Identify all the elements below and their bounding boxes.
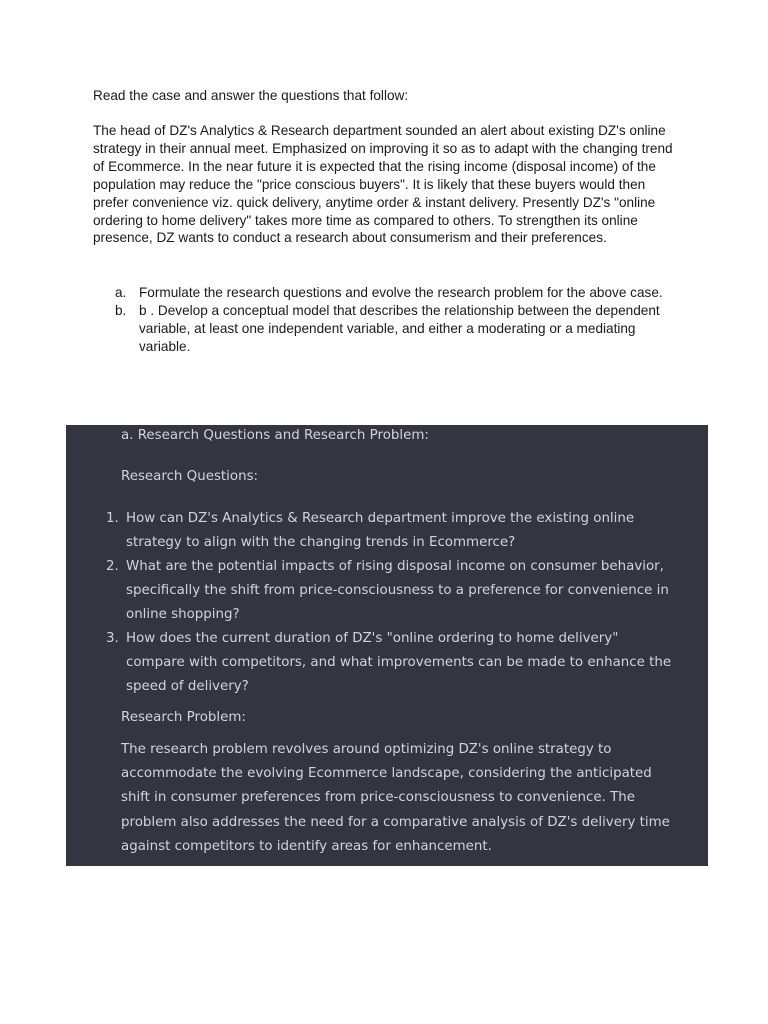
answer-panel <box>66 425 708 866</box>
research-questions-label: Research Questions: <box>121 469 259 484</box>
research-question-number: 2. <box>106 559 119 574</box>
question-item <box>115 302 680 356</box>
research-question-number: 1. <box>106 511 119 526</box>
research-problem-label: Research Problem: <box>121 710 246 725</box>
question-marker: b. <box>115 302 127 318</box>
research-question-item <box>106 627 681 699</box>
research-questions-list <box>106 507 681 699</box>
answer-heading: a. Research Questions and Research Problem: <box>121 428 429 443</box>
research-problem-text: The research problem revolves around optimizing DZ's online strategy to accommodate the evolving Ecommerce landscape, considering the anticipated shift in consumer preferences from price-consciousness to convenience. The problem also addresses the need for a comparative analysis of DZ's delivery time against competitors to identify areas for enhancement. <box>121 742 670 854</box>
question-marker: a. <box>115 285 127 300</box>
instruction-text: Read the case and answer the questions that follow: <box>93 88 409 103</box>
question-text: Formulate the research questions and evolve the research problem for the above case. <box>139 285 663 300</box>
question-item <box>115 284 680 302</box>
research-question-number: 3. <box>106 631 119 646</box>
case-paragraph: The head of DZ's Analytics & Research department sounded an alert about existing DZ's online strategy in their annual meet. Emphasized on improving it so as to adapt with the changing trend of Ecommerce. In the near future it is expected that the rising income (disposal income) of the population may reduce the "price conscious buyers". It is likely that these buyers would then prefer convenience viz. quick delivery, anytime order & instant delivery. Presently DZ's "online ordering to home delivery" takes more time as compared to others. To strengthen its online presence, DZ wants to conduct a research about consumerism and their preferences. <box>93 123 673 246</box>
research-question-item <box>106 507 681 555</box>
research-question-text: How can DZ's Analytics & Research department improve the existing online strategy to align with the changing trends in Ecommerce? <box>126 511 635 550</box>
question-text: b . Develop a conceptual model that describes the relationship between the dependent variable, at least one independent variable, and either a moderating or a mediating variable. <box>139 302 660 354</box>
research-question-item <box>106 555 681 627</box>
question-list <box>115 284 680 356</box>
research-question-text: What are the potential impacts of rising disposal income on consumer behavior, specifically the shift from price-consciousness to a preference for convenience in online shopping? <box>126 559 669 622</box>
research-question-text: How does the current duration of DZ's "online ordering to home delivery" compare with competitors, and what improvements can be made to enhance the speed of delivery? <box>126 631 672 694</box>
